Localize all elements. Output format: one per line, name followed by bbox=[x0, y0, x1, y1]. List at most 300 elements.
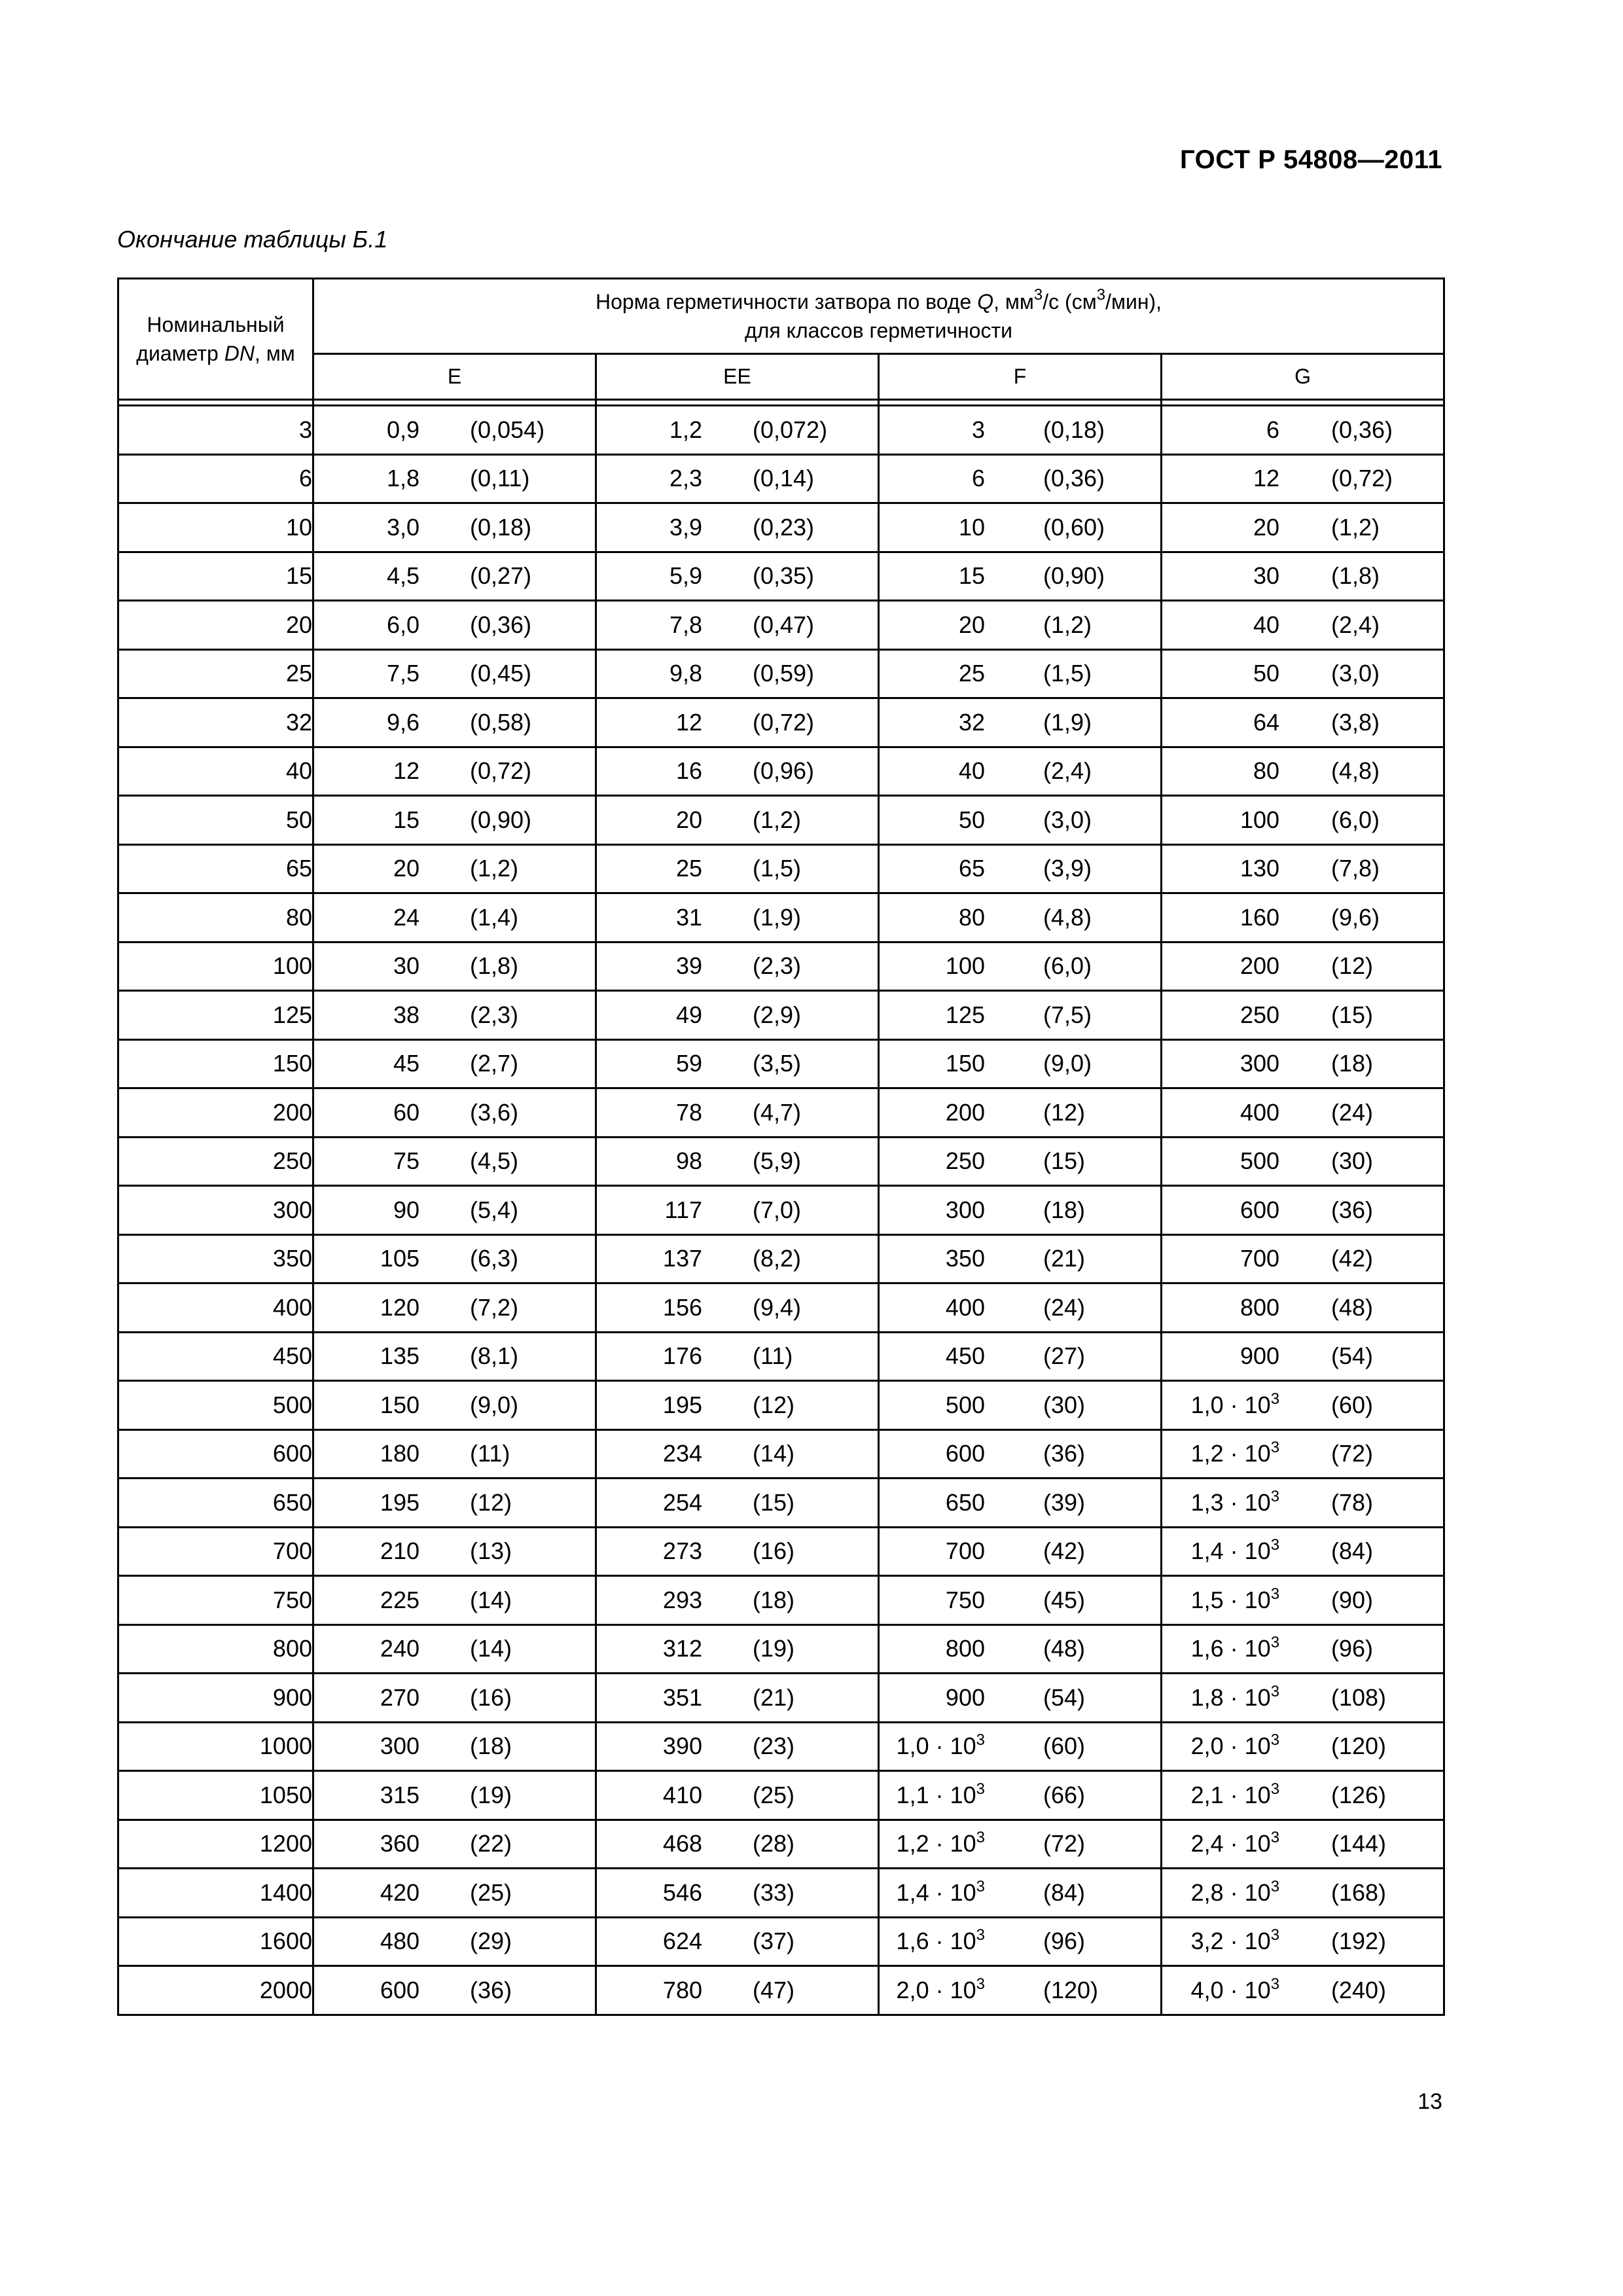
value-cm3-per-min: (16) bbox=[470, 1683, 512, 1711]
cell-content bbox=[314, 894, 595, 941]
value-number: 30 bbox=[393, 952, 419, 980]
cell-content bbox=[314, 992, 595, 1039]
value-cm3-per-min: (120) bbox=[1331, 1732, 1387, 1760]
cell-class-g bbox=[1162, 942, 1444, 991]
cell-class-ee bbox=[596, 844, 879, 893]
cell-class-ee bbox=[596, 1479, 879, 1528]
value-cm3-per-min: (78) bbox=[1331, 1488, 1374, 1516]
cell-class-ee bbox=[596, 893, 879, 942]
value-number: 500 bbox=[1240, 1147, 1280, 1175]
value-mm3-per-s bbox=[663, 1879, 702, 1907]
cell-class-e bbox=[313, 1039, 596, 1088]
cell-class-e bbox=[313, 1137, 596, 1186]
value-mm3-per-s bbox=[959, 855, 985, 882]
cell-class-ee bbox=[596, 649, 879, 698]
cell-class-f bbox=[879, 1527, 1162, 1576]
cell-class-ee bbox=[596, 1088, 879, 1138]
value-mm3-per-s bbox=[946, 1294, 985, 1321]
cell-content bbox=[880, 943, 1160, 990]
value-cm3-per-min: (60) bbox=[1331, 1391, 1374, 1418]
cell-content bbox=[880, 553, 1160, 600]
table-row bbox=[118, 747, 1444, 796]
cell-nominal-diameter: 3 bbox=[118, 406, 313, 455]
value-exponent: 3 bbox=[1270, 1731, 1280, 1749]
cell-content bbox=[597, 1284, 878, 1331]
cell-content bbox=[597, 992, 878, 1039]
cell-class-ee bbox=[596, 1820, 879, 1869]
value-mm3-per-s bbox=[393, 806, 419, 834]
cell-content bbox=[597, 1431, 878, 1478]
value-mm3-per-s bbox=[1191, 1391, 1279, 1419]
table-row bbox=[118, 1137, 1444, 1186]
value-number: 30 bbox=[1253, 562, 1280, 590]
value-cm3-per-min: (24) bbox=[1331, 1098, 1374, 1126]
cell-class-f bbox=[879, 1576, 1162, 1625]
value-exponent: 3 bbox=[976, 1926, 985, 1945]
value-number: 156 bbox=[662, 1293, 702, 1321]
cell-class-e bbox=[313, 1966, 596, 2015]
cell-class-e bbox=[313, 942, 596, 991]
value-exponent: 3 bbox=[976, 1731, 985, 1749]
cell-content bbox=[880, 504, 1160, 551]
header-norm-post: /мин), bbox=[1105, 289, 1162, 314]
cell-class-ee bbox=[596, 1234, 879, 1283]
cell-content bbox=[597, 1869, 878, 1916]
value-number: 293 bbox=[662, 1586, 702, 1613]
cell-class-e bbox=[313, 454, 596, 503]
value-mm3-per-s bbox=[1253, 562, 1279, 590]
cell-content bbox=[314, 1284, 595, 1331]
value-mm3-per-s bbox=[393, 1050, 419, 1077]
cell-content bbox=[597, 748, 878, 795]
value-cm3-per-min: (4,7) bbox=[753, 1098, 802, 1126]
value-number: 32 bbox=[958, 708, 985, 736]
cell-content bbox=[597, 1821, 878, 1868]
value-cm3-per-min: (96) bbox=[1043, 1928, 1086, 1955]
header-dn-line2-pre: диаметр bbox=[136, 342, 224, 365]
cell-nominal-diameter: 650 bbox=[118, 1479, 313, 1528]
value-cm3-per-min: (0,90) bbox=[470, 806, 532, 833]
cell-content bbox=[314, 1187, 595, 1234]
value-number: 800 bbox=[945, 1635, 985, 1662]
cell-nominal-diameter: 10 bbox=[118, 503, 313, 552]
cell-content bbox=[1162, 1479, 1443, 1526]
cell-class-f bbox=[879, 1137, 1162, 1186]
cell-content bbox=[1162, 992, 1443, 1039]
cell-class-f bbox=[879, 991, 1162, 1040]
value-cm3-per-min: (60) bbox=[1043, 1732, 1086, 1760]
value-number: 50 bbox=[1253, 660, 1280, 687]
value-number: 150 bbox=[945, 1050, 985, 1077]
value-cm3-per-min: (0,47) bbox=[753, 611, 815, 638]
cell-content bbox=[880, 1821, 1160, 1868]
value-number: 20 bbox=[958, 611, 985, 638]
value-cm3-per-min: (126) bbox=[1331, 1781, 1387, 1808]
value-cm3-per-min: (3,9) bbox=[1043, 855, 1092, 882]
cell-content bbox=[880, 601, 1160, 649]
value-exponent: 3 bbox=[1270, 1780, 1280, 1798]
value-mm3-per-s bbox=[897, 1782, 985, 1809]
value-mm3-per-s bbox=[387, 611, 419, 639]
cell-content bbox=[597, 699, 878, 746]
value-mm3-per-s bbox=[380, 1928, 419, 1955]
value-mm3-per-s bbox=[1191, 1830, 1279, 1857]
cell-content bbox=[597, 1772, 878, 1819]
value-cm3-per-min: (144) bbox=[1331, 1830, 1387, 1857]
cell-class-g bbox=[1162, 1966, 1444, 2015]
cell-class-e bbox=[313, 1820, 596, 1869]
value-mm3-per-s bbox=[380, 1489, 419, 1516]
cell-class-f bbox=[879, 747, 1162, 796]
value-number: 90 bbox=[393, 1196, 419, 1223]
cell-content bbox=[880, 894, 1160, 941]
cell-content bbox=[314, 1138, 595, 1185]
value-mm3-per-s bbox=[1191, 1977, 1279, 2004]
value-cm3-per-min: (14) bbox=[753, 1440, 795, 1467]
value-number: 210 bbox=[380, 1537, 419, 1565]
value-cm3-per-min: (36) bbox=[1331, 1196, 1374, 1223]
cell-class-g bbox=[1162, 1624, 1444, 1674]
value-number: 254 bbox=[662, 1488, 702, 1516]
value-mm3-per-s bbox=[1240, 1147, 1279, 1175]
value-number: 2,3 bbox=[669, 465, 702, 492]
table-row bbox=[118, 991, 1444, 1040]
cell-content bbox=[314, 1723, 595, 1770]
header-norm-sup1: 3 bbox=[1033, 285, 1043, 304]
cell-content bbox=[314, 1626, 595, 1673]
cell-content bbox=[1162, 699, 1443, 746]
cell-class-e bbox=[313, 893, 596, 942]
value-cm3-per-min: (0,23) bbox=[753, 513, 815, 541]
value-mm3-per-s bbox=[946, 1391, 985, 1419]
cell-content bbox=[597, 1723, 878, 1770]
cell-class-f bbox=[879, 649, 1162, 698]
value-cm3-per-min: (1,5) bbox=[753, 855, 802, 882]
cell-content bbox=[880, 1333, 1160, 1380]
cell-content bbox=[597, 504, 878, 551]
cell-content bbox=[1162, 846, 1443, 893]
value-number: 600 bbox=[945, 1440, 985, 1467]
value-number: 780 bbox=[662, 1976, 702, 2003]
cell-class-ee bbox=[596, 454, 879, 503]
value-mm3-per-s bbox=[380, 1440, 419, 1467]
cell-nominal-diameter: 200 bbox=[118, 1088, 313, 1138]
value-mm3-per-s bbox=[380, 1977, 419, 2004]
value-mm3-per-s bbox=[380, 1635, 419, 1662]
value-cm3-per-min: (0,36) bbox=[470, 611, 532, 638]
value-cm3-per-min: (12) bbox=[1043, 1098, 1086, 1126]
value-mm3-per-s bbox=[1191, 1489, 1279, 1516]
value-cm3-per-min: (39) bbox=[1043, 1488, 1086, 1516]
table-row bbox=[118, 454, 1444, 503]
cell-class-g bbox=[1162, 1820, 1444, 1869]
cell-class-f bbox=[879, 1917, 1162, 1966]
cell-nominal-diameter: 250 bbox=[118, 1137, 313, 1186]
cell-class-f bbox=[879, 1722, 1162, 1771]
value-cm3-per-min: (18) bbox=[470, 1732, 512, 1760]
cell-class-f bbox=[879, 1674, 1162, 1723]
cell-class-g bbox=[1162, 1039, 1444, 1088]
value-cm3-per-min: (1,5) bbox=[1043, 660, 1092, 687]
value-mm3-per-s bbox=[387, 514, 419, 541]
value-cm3-per-min: (11) bbox=[470, 1440, 510, 1467]
value-cm3-per-min: (24) bbox=[1043, 1293, 1086, 1321]
table-row bbox=[118, 1088, 1444, 1138]
value-cm3-per-min: (72) bbox=[1043, 1830, 1086, 1857]
cell-class-e bbox=[313, 796, 596, 845]
value-number: 120 bbox=[380, 1293, 419, 1321]
cell-class-ee bbox=[596, 796, 879, 845]
cell-class-e bbox=[313, 1869, 596, 1918]
table-row bbox=[118, 1479, 1444, 1528]
value-mm3-per-s bbox=[380, 1684, 419, 1712]
value-cm3-per-min: (15) bbox=[1331, 1001, 1374, 1028]
cell-class-e bbox=[313, 649, 596, 698]
value-number: 15 bbox=[393, 806, 419, 833]
value-number: 300 bbox=[945, 1196, 985, 1223]
cell-class-g bbox=[1162, 1479, 1444, 1528]
cell-class-e bbox=[313, 1332, 596, 1381]
cell-nominal-diameter: 1400 bbox=[118, 1869, 313, 1918]
value-cm3-per-min: (42) bbox=[1043, 1537, 1086, 1565]
cell-class-f bbox=[879, 1624, 1162, 1674]
cell-content bbox=[880, 797, 1160, 844]
value-cm3-per-min: (18) bbox=[1043, 1196, 1086, 1223]
value-number: 1,0 · 10 bbox=[1190, 1391, 1271, 1418]
value-mm3-per-s bbox=[1191, 1635, 1279, 1662]
cell-class-e bbox=[313, 1088, 596, 1138]
value-exponent: 3 bbox=[1270, 1682, 1280, 1700]
cell-content bbox=[880, 1528, 1160, 1575]
value-number: 2,0 · 10 bbox=[1190, 1732, 1271, 1760]
cell-content bbox=[597, 797, 878, 844]
value-mm3-per-s bbox=[663, 1732, 702, 1760]
value-cm3-per-min: (84) bbox=[1331, 1537, 1374, 1565]
value-cm3-per-min: (11) bbox=[753, 1342, 793, 1370]
value-mm3-per-s bbox=[393, 855, 419, 882]
value-mm3-per-s bbox=[669, 465, 702, 492]
value-number: 6 bbox=[1266, 416, 1280, 443]
value-number: 400 bbox=[945, 1293, 985, 1321]
value-number: 39 bbox=[675, 952, 702, 980]
cell-nominal-diameter: 1200 bbox=[118, 1820, 313, 1869]
value-cm3-per-min: (0,59) bbox=[753, 660, 815, 687]
value-number: 80 bbox=[1253, 757, 1280, 785]
cell-content bbox=[1162, 651, 1443, 698]
value-cm3-per-min: (2,7) bbox=[470, 1050, 519, 1077]
value-number: 6,0 bbox=[386, 611, 419, 638]
cell-class-ee bbox=[596, 1283, 879, 1333]
table-row bbox=[118, 1674, 1444, 1723]
value-mm3-per-s bbox=[897, 1830, 985, 1857]
value-cm3-per-min: (18) bbox=[1331, 1050, 1374, 1077]
cell-content bbox=[1162, 553, 1443, 600]
value-number: 2,4 · 10 bbox=[1190, 1830, 1271, 1857]
cell-class-g bbox=[1162, 454, 1444, 503]
value-number: 3,9 bbox=[669, 513, 702, 541]
value-number: 450 bbox=[945, 1342, 985, 1370]
value-mm3-per-s bbox=[663, 1489, 702, 1516]
cell-content bbox=[1162, 943, 1443, 990]
value-mm3-per-s bbox=[663, 1782, 702, 1809]
value-mm3-per-s bbox=[1240, 1099, 1279, 1126]
value-cm3-per-min: (4,8) bbox=[1331, 757, 1380, 785]
cell-class-g bbox=[1162, 844, 1444, 893]
table-row bbox=[118, 503, 1444, 552]
value-mm3-per-s bbox=[1240, 1196, 1279, 1224]
value-mm3-per-s bbox=[1191, 1782, 1279, 1809]
value-cm3-per-min: (6,0) bbox=[1331, 806, 1380, 833]
value-mm3-per-s bbox=[663, 1391, 702, 1419]
value-mm3-per-s bbox=[946, 1050, 985, 1077]
value-number: 1,4 · 10 bbox=[1190, 1537, 1271, 1565]
cell-class-g bbox=[1162, 893, 1444, 942]
value-number: 195 bbox=[380, 1488, 419, 1516]
value-number: 45 bbox=[393, 1050, 419, 1077]
cell-content bbox=[880, 1089, 1160, 1136]
value-mm3-per-s bbox=[663, 1245, 702, 1272]
cell-class-e bbox=[313, 844, 596, 893]
header-separator-row bbox=[118, 400, 1444, 406]
value-mm3-per-s bbox=[946, 1587, 985, 1614]
value-mm3-per-s bbox=[669, 660, 702, 687]
cell-content bbox=[880, 1626, 1160, 1673]
cell-nominal-diameter: 600 bbox=[118, 1429, 313, 1479]
cell-class-g bbox=[1162, 406, 1444, 455]
value-mm3-per-s bbox=[1240, 904, 1279, 931]
value-number: 137 bbox=[662, 1245, 702, 1272]
cell-content bbox=[880, 1723, 1160, 1770]
value-mm3-per-s bbox=[676, 757, 702, 785]
value-cm3-per-min: (45) bbox=[1043, 1586, 1086, 1613]
value-cm3-per-min: (28) bbox=[753, 1830, 795, 1857]
cell-content bbox=[1162, 406, 1443, 454]
cell-class-f bbox=[879, 844, 1162, 893]
value-cm3-per-min: (0,36) bbox=[1043, 465, 1105, 492]
cell-content bbox=[597, 1577, 878, 1624]
value-mm3-per-s bbox=[676, 1001, 702, 1029]
cell-nominal-diameter: 300 bbox=[118, 1186, 313, 1235]
value-mm3-per-s bbox=[946, 1196, 985, 1224]
value-mm3-per-s bbox=[676, 709, 702, 736]
value-number: 12 bbox=[1253, 465, 1280, 492]
value-number: 9,6 bbox=[386, 708, 419, 736]
cell-class-f bbox=[879, 601, 1162, 650]
cell-content bbox=[880, 1138, 1160, 1185]
cell-content bbox=[314, 504, 595, 551]
cell-nominal-diameter: 65 bbox=[118, 844, 313, 893]
value-number: 234 bbox=[662, 1440, 702, 1467]
value-mm3-per-s bbox=[1191, 1537, 1279, 1565]
cell-content bbox=[314, 1674, 595, 1721]
value-number: 600 bbox=[380, 1976, 419, 2003]
cell-class-ee bbox=[596, 1966, 879, 2015]
value-cm3-per-min: (2,3) bbox=[470, 1001, 519, 1028]
cell-content bbox=[597, 601, 878, 649]
value-mm3-per-s bbox=[393, 1001, 419, 1029]
value-number: 1,0 · 10 bbox=[896, 1732, 976, 1760]
value-cm3-per-min: (1,2) bbox=[753, 806, 802, 833]
value-number: 600 bbox=[1240, 1196, 1280, 1223]
cell-content bbox=[880, 992, 1160, 1039]
value-cm3-per-min: (3,5) bbox=[753, 1050, 802, 1077]
value-cm3-per-min: (19) bbox=[470, 1781, 512, 1808]
value-mm3-per-s bbox=[387, 416, 419, 444]
cell-class-e bbox=[313, 1283, 596, 1333]
cell-class-f bbox=[879, 893, 1162, 942]
value-mm3-per-s bbox=[393, 904, 419, 931]
value-number: 10 bbox=[958, 513, 985, 541]
cell-class-g bbox=[1162, 1674, 1444, 1723]
cell-content bbox=[314, 1577, 595, 1624]
value-number: 1,2 · 10 bbox=[896, 1830, 976, 1857]
value-cm3-per-min: (0,18) bbox=[1043, 416, 1105, 443]
cell-class-ee bbox=[596, 1576, 879, 1625]
value-mm3-per-s bbox=[1191, 1928, 1279, 1955]
value-cm3-per-min: (9,6) bbox=[1331, 903, 1380, 931]
cell-class-g bbox=[1162, 1088, 1444, 1138]
cell-class-ee bbox=[596, 1039, 879, 1088]
value-number: 500 bbox=[945, 1391, 985, 1418]
cell-content bbox=[880, 846, 1160, 893]
cell-nominal-diameter: 450 bbox=[118, 1332, 313, 1381]
header-norm-q: Q bbox=[977, 289, 994, 314]
value-cm3-per-min: (2,4) bbox=[1043, 757, 1092, 785]
cell-class-f bbox=[879, 698, 1162, 747]
value-mm3-per-s bbox=[1253, 514, 1279, 541]
value-mm3-per-s bbox=[663, 1587, 702, 1614]
table-row bbox=[118, 1186, 1444, 1235]
value-number: 65 bbox=[958, 855, 985, 882]
value-number: 300 bbox=[1240, 1050, 1280, 1077]
value-number: 546 bbox=[662, 1878, 702, 1906]
value-mm3-per-s bbox=[380, 1587, 419, 1614]
value-number: 100 bbox=[945, 952, 985, 980]
cell-content bbox=[314, 1772, 595, 1819]
cell-content bbox=[1162, 1333, 1443, 1380]
value-cm3-per-min: (12) bbox=[470, 1488, 512, 1516]
cell-nominal-diameter: 1600 bbox=[118, 1917, 313, 1966]
value-mm3-per-s bbox=[959, 562, 985, 590]
value-cm3-per-min: (0,96) bbox=[753, 757, 815, 785]
cell-content bbox=[1162, 1821, 1443, 1868]
value-cm3-per-min: (4,5) bbox=[470, 1147, 519, 1175]
table-row bbox=[118, 1624, 1444, 1674]
value-mm3-per-s bbox=[380, 1537, 419, 1565]
cell-content bbox=[597, 553, 878, 600]
cell-nominal-diameter: 500 bbox=[118, 1381, 313, 1430]
cell-nominal-diameter: 350 bbox=[118, 1234, 313, 1283]
table-row bbox=[118, 893, 1444, 942]
value-cm3-per-min: (0,72) bbox=[1331, 465, 1393, 492]
value-mm3-per-s bbox=[946, 1537, 985, 1565]
value-mm3-per-s bbox=[946, 1342, 985, 1370]
value-number: 1,4 · 10 bbox=[896, 1878, 976, 1906]
value-mm3-per-s bbox=[1240, 1245, 1279, 1272]
cell-content bbox=[1162, 1187, 1443, 1234]
value-number: 12 bbox=[393, 757, 419, 785]
value-exponent: 3 bbox=[1270, 1829, 1280, 1847]
cell-class-f bbox=[879, 1966, 1162, 2015]
cell-content bbox=[1162, 601, 1443, 649]
cell-class-e bbox=[313, 552, 596, 601]
cell-class-g bbox=[1162, 1869, 1444, 1918]
value-number: 2,0 · 10 bbox=[896, 1976, 976, 2003]
value-cm3-per-min: (90) bbox=[1331, 1586, 1374, 1613]
leakage-norm-table bbox=[117, 278, 1445, 2016]
header-class-e: E bbox=[313, 353, 596, 399]
cell-content bbox=[1162, 1772, 1443, 1819]
